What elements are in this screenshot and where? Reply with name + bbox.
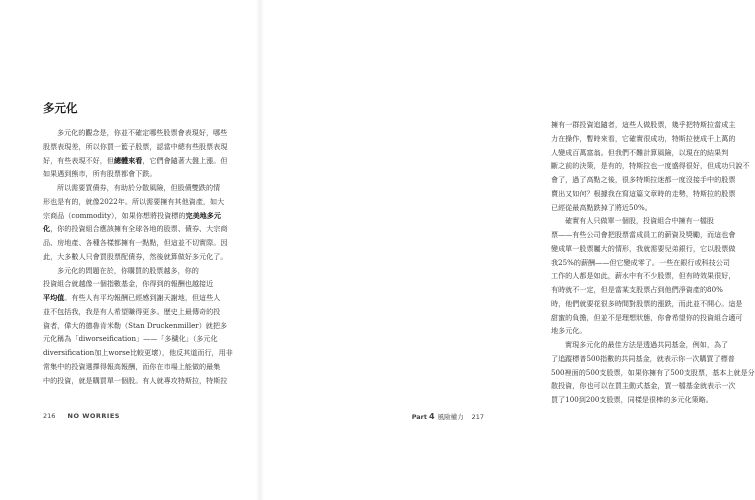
line-text: 確實有人只做單一個股，投資組合中擁有一檔股 bbox=[565, 216, 714, 226]
text-line bbox=[43, 277, 233, 291]
line-text: 有時就不一定，但是當某支股票占到他們淨資產的80% bbox=[551, 285, 723, 294]
line-text: 多元化的問題在於，你購買的股票越多，你的 bbox=[57, 265, 199, 275]
emphasis-text: 完美地多元 bbox=[185, 210, 221, 220]
text-line bbox=[43, 360, 233, 374]
line-text: 變成單一股票屬大的情形，我就需要兒弟銀行，它以股票做 bbox=[551, 243, 736, 253]
text-line bbox=[43, 319, 233, 333]
page-number: 217 bbox=[471, 413, 484, 421]
line-text: 實現多元化的最佳方法是透過共同基金，例如，為了 bbox=[565, 340, 729, 349]
line-text: 投資組合就越像一個指數基金，你得到的報酬也越接近 bbox=[43, 279, 214, 289]
emphasis-text: 平均值 bbox=[43, 293, 65, 302]
text-line bbox=[551, 256, 744, 270]
text-line bbox=[43, 346, 233, 360]
line-text: 如果遇到熊市，所有股票都會下跌。 bbox=[43, 169, 157, 179]
text-line bbox=[551, 338, 744, 352]
text-line bbox=[551, 297, 744, 311]
left-page bbox=[0, 0, 260, 500]
line-text: 工作的人都是如此，薪水中有不少股票，但有時效果很好， bbox=[551, 271, 736, 281]
text-line bbox=[43, 154, 233, 168]
line-text: 宗商品（commodity），如果你想將投資標的 bbox=[43, 210, 186, 220]
page-number: 216 bbox=[43, 412, 56, 420]
line-text: ，你的投資組合應該擁有全球各地的股票、債券、大宗商 bbox=[50, 224, 228, 234]
line-text: 形也是有的，就像2022年。所以需要擁有其他資產，如大 bbox=[43, 196, 225, 206]
text-line bbox=[43, 236, 233, 250]
text-line bbox=[43, 181, 233, 195]
text-line bbox=[43, 250, 233, 264]
text-line bbox=[43, 291, 233, 305]
line-text: 人變成百萬富翁。但我們不難計算風險，以現在的結果判 bbox=[551, 147, 729, 157]
section-title: 多元化 bbox=[43, 101, 78, 115]
part-title: 風險權力 bbox=[437, 413, 464, 421]
text-line bbox=[551, 269, 744, 283]
line-text: 散投資，你也可以在買主動式基金，買一檔基金就表示一次 bbox=[551, 381, 736, 391]
line-text: 所以需要買債券，有助於分散風險，但股債雙跌的情 bbox=[57, 183, 221, 192]
text-line bbox=[551, 283, 744, 297]
line-text: 已經從最高點跌掉了將近50%。 bbox=[551, 202, 652, 212]
text-line bbox=[43, 332, 233, 346]
text-line bbox=[551, 379, 744, 393]
left-page-footer bbox=[43, 412, 120, 420]
line-text: 票——有些公司會把股票當成員工的薪資及獎勵，而這也會 bbox=[551, 230, 736, 239]
text-line bbox=[551, 228, 744, 242]
line-text: 500裡面的500支股票，如果你擁有了500支股票，基本上就是分 bbox=[551, 367, 755, 377]
line-text: diversification加上worse比較更壞），他反其道而行，用非 bbox=[43, 348, 233, 357]
text-line bbox=[551, 242, 744, 256]
line-text: 我25%的薪酬——但它變成零了。一些在銀行或科技公司 bbox=[551, 257, 730, 267]
text-line bbox=[43, 374, 233, 388]
right-page-footer bbox=[412, 412, 484, 421]
line-text: 資者，偉大的德魯肯米勒（Stan Druckenmiller）就把多 bbox=[43, 320, 228, 330]
text-line bbox=[43, 222, 233, 236]
text-line bbox=[551, 118, 744, 132]
text-line bbox=[551, 366, 755, 380]
text-line bbox=[551, 132, 744, 146]
line-text: 買了100到200支股票，同樣是很棒的多元化策略。 bbox=[551, 395, 713, 404]
text-line bbox=[551, 311, 744, 325]
text-line bbox=[43, 264, 233, 278]
line-text: 力在操作，暫時來看，它確實很成功，特斯拉使成千上萬的 bbox=[551, 133, 736, 143]
line-text: 。有些人有平均報酬已經感到謝天謝地，但這些人 bbox=[64, 293, 221, 302]
line-text: 時，他們就要花很多時間對股票的漲跌，而此並不開心。這是 bbox=[551, 298, 743, 308]
line-text: 斷之前的決策，是有的，特斯拉也一度盛得很好，但成功只說不 bbox=[551, 161, 750, 171]
text-line bbox=[43, 126, 233, 140]
left-page-body bbox=[43, 126, 233, 387]
text-line bbox=[551, 146, 744, 160]
text-line bbox=[43, 140, 233, 154]
line-text: 多元化的觀念是，你並不確定哪些股票會表現好，哪些 bbox=[57, 128, 228, 137]
text-line bbox=[551, 201, 744, 215]
line-text: 並不包括我，我是有人希望賺得更多。歷史上最傳奇的投 bbox=[43, 306, 221, 316]
line-text: 元化稱為「diworseification」——「多穢化」（多元化 bbox=[43, 334, 218, 344]
part-label: Part bbox=[411, 413, 427, 421]
running-book-title: NO WORRIES bbox=[67, 412, 120, 420]
line-text: 中的投資，就是購買單一個股。有人就專攻特斯拉，特斯拉 bbox=[43, 375, 228, 385]
line-text: 股票表現差，所以你買一籃子股票，認當中總有些股票表現 bbox=[43, 141, 228, 151]
text-line bbox=[551, 173, 744, 187]
line-text: 常集中的投資選擇得報高報酬，而你在市場上能做的最集 bbox=[43, 361, 221, 371]
text-line bbox=[551, 159, 750, 173]
line-text: 好，有些表現不好，但 bbox=[43, 155, 114, 165]
right-page bbox=[260, 0, 755, 500]
emphasis-text: 化 bbox=[43, 224, 51, 234]
text-line bbox=[551, 214, 744, 228]
line-text: 了追蹤標普500指數的共同基金，就表示你一次購買了標普 bbox=[551, 353, 735, 363]
line-text: 會了，過了高點之後，很多特斯拉迷都一度沒接手中的股票 bbox=[551, 175, 736, 184]
text-line bbox=[43, 305, 233, 319]
line-text: 擁有一群投資追隨者，這些人做股票，幾乎把特斯拉當成主 bbox=[551, 120, 736, 129]
line-text: 品、房地產、各種各樣都擁有一點點，但這並不切實際。因 bbox=[43, 238, 228, 247]
line-text: 此，大多數人只會買股票配債券，然後就算做好多元化了。 bbox=[43, 251, 228, 261]
text-line bbox=[551, 393, 744, 407]
text-line bbox=[43, 209, 233, 223]
line-text: 地多元化。 bbox=[551, 326, 587, 336]
text-line bbox=[551, 324, 744, 338]
line-text: 賣出又如何？根據我在寫這篇文章時的走勢，特斯拉的股票 bbox=[551, 188, 736, 198]
text-line bbox=[43, 167, 233, 181]
text-line bbox=[43, 195, 233, 209]
emphasis-text: 總體來看 bbox=[113, 155, 143, 165]
line-text: ，它們會隨著大盤上漲。但 bbox=[142, 155, 228, 165]
text-line bbox=[551, 352, 744, 366]
right-page-body bbox=[551, 118, 755, 407]
text-line bbox=[551, 187, 744, 201]
part-number: 4 bbox=[429, 412, 435, 421]
line-text: 甜蜜的負擔，但並不是理想狀態，你會希望你的投資組合適可 bbox=[551, 312, 743, 322]
